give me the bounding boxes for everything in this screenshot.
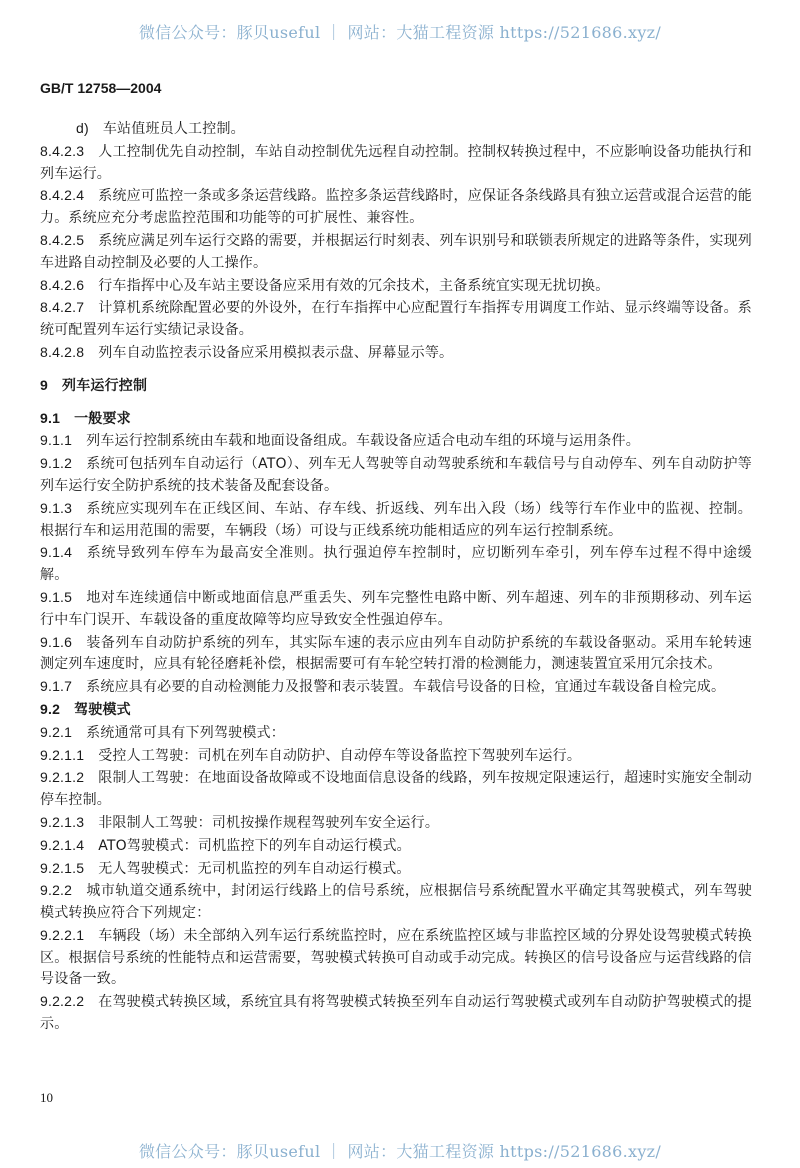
clause-9-2-1: 9.2.1 系统通常可具有下列驾驶模式： (40, 723, 285, 741)
clause-9-2-1-5: 9.2.1.5 无人驾驶模式：无司机监控的列车自动运行模式。 (40, 859, 411, 877)
clause-9-2-1-4: 9.2.1.4 ATO驾驶模式：司机监控下的列车自动运行模式。 (40, 836, 411, 854)
watermark-bottom: 微信公众号：豚贝useful ｜ 网站：大猫工程资源 https://521686.xyz/ (138, 1142, 662, 1161)
section-heading-9: 9 列车运行控制 (40, 376, 148, 394)
clause-9-2-1-2: 9.2.1.2 限制人工驾驶：在地面设备故障或不设地面信息设备的线路，列车按规定限速运行，超速时实施安全制动停车控制。 (40, 769, 752, 809)
clause-9-1-7: 9.1.7 系统应具有必要的自动检测能力及报警和表示装置。车载信号设备的日检，宜通过车载设备自检完成。 (40, 678, 726, 696)
watermark-top: 微信公众号：豚贝useful ｜ 网站：大猫工程资源 https://521686.xyz/ (138, 23, 662, 42)
page-number: 10 (40, 1090, 53, 1105)
clause-9-1-1: 9.1.1 列车运行控制系统由车载和地面设备组成。车载设备应适合电动车组的环境与运用条件。 (40, 432, 640, 450)
clause-8-4-2-4: 8.4.2.4 系统应可监控一条或多条运营线路。监控多条运营线路时，应保证各条线路具有独立运营或混合运营的能力。系统应充分考虑监控范围和功能等的可扩展性、兼容性。 (40, 187, 752, 227)
subsection-heading-9-2: 9.2 驾驶模式 (40, 700, 131, 718)
clause-8-4-2-3: 8.4.2.3 人工控制优先自动控制，车站自动控制优先远程自动控制。控制权转换过程中，不应影响设备功能执行和列车运行。 (40, 142, 752, 182)
clause-8-4-2-8: 8.4.2.8 列车自动监控表示设备应采用模拟表示盘、屏幕显示等。 (40, 343, 454, 361)
document-body (40, 118, 752, 1036)
clause-9-1-4: 9.1.4 系统导致列车停车为最高安全准则。执行强迫停车控制时，应切断列车牵引，列车停车过程不得中途缓解。 (40, 544, 752, 584)
clause-9-2-2: 9.2.2 城市轨道交通系统中，封闭运行线路上的信号系统，应根据信号系统配置水平确定其驾驶模式，列车驾驶模式转换应符合下列规定： (40, 882, 752, 922)
clause-9-2-2-1: 9.2.2.1 车辆段（场）未全部纳入列车运行系统监控时，应在系统监控区域与非监控区域的分界处设驾驶模式转换区。根据信号系统的性能特点和运营需要，驾驶模式转换可自动或手动完成。转换区的信号设备应与运营线路的信号设备一致。 (40, 926, 752, 988)
clause-9-2-1-3: 9.2.1.3 非限制人工驾驶：司机按操作规程驾驶列车安全运行。 (40, 813, 440, 831)
clause-9-2-2-2: 9.2.2.2 在驾驶模式转换区域，系统宜具有将驾驶模式转换至列车自动运行驾驶模式或列车自动防护驾驶模式的提示。 (40, 993, 752, 1033)
clause-8-4-2-6: 8.4.2.6 行车指挥中心及车站主要设备应采用有效的冗余技术，主备系统宜实现无扰切换。 (40, 276, 610, 294)
clause-9-1-2: 9.1.2 系统可包括列车自动运行（ATO）、列车无人驾驶等自动驾驶系统和车载信号与自动停车、列车自动防护等列车运行安全防护系统的技术装备及配套设备。 (40, 455, 752, 494)
clause-9-1-6: 9.1.6 装备列车自动防护系统的列车，其实际车速的表示应由列车自动防护系统的车载设备驱动。采用车轮转速测定列车速度时，应具有轮径磨耗补偿，根据需要可有车轮空转打滑的检测能力，测速装置宜采用冗余技术。 (40, 633, 752, 673)
list-item-d: d) 车站值班员人工控制。 (76, 120, 245, 137)
clause-8-4-2-5: 8.4.2.5 系统应满足列车运行交路的需要，并根据运行时刻表、列车识别号和联锁表所规定的进路等条件，实现列车进路自动控制及必要的人工操作。 (40, 231, 752, 271)
subsection-heading-9-1: 9.1 一般要求 (40, 409, 131, 427)
standard-code: GB/T 12758—2004 (40, 80, 162, 96)
clause-9-1-5: 9.1.5 地对车连续通信中断或地面信息严重丢失、列车完整性电路中断、列车超速、列车的非预期移动、列车运行中车门误开、车载设备的重度故障等均应导致安全性强迫停车。 (40, 588, 752, 628)
clause-9-1-3: 9.1.3 系统应实现列车在正线区间、车站、存车线、折返线、列车出入段（场）线等行车作业中的监视、控制。根据行车和运用范围的需要，车辆段（场）可设与正线系统功能相适应的列车运行控制系统。 (40, 499, 752, 539)
clause-9-2-1-1: 9.2.1.1 受控人工驾驶：司机在列车自动防护、自动停车等设备监控下驾驶列车运行。 (40, 746, 582, 764)
clause-8-4-2-7: 8.4.2.7 计算机系统除配置必要的外设外，在行车指挥中心应配置行车指挥专用调度工作站、显示终端等设备。系统可配置列车运行实绩记录设备。 (40, 299, 752, 339)
